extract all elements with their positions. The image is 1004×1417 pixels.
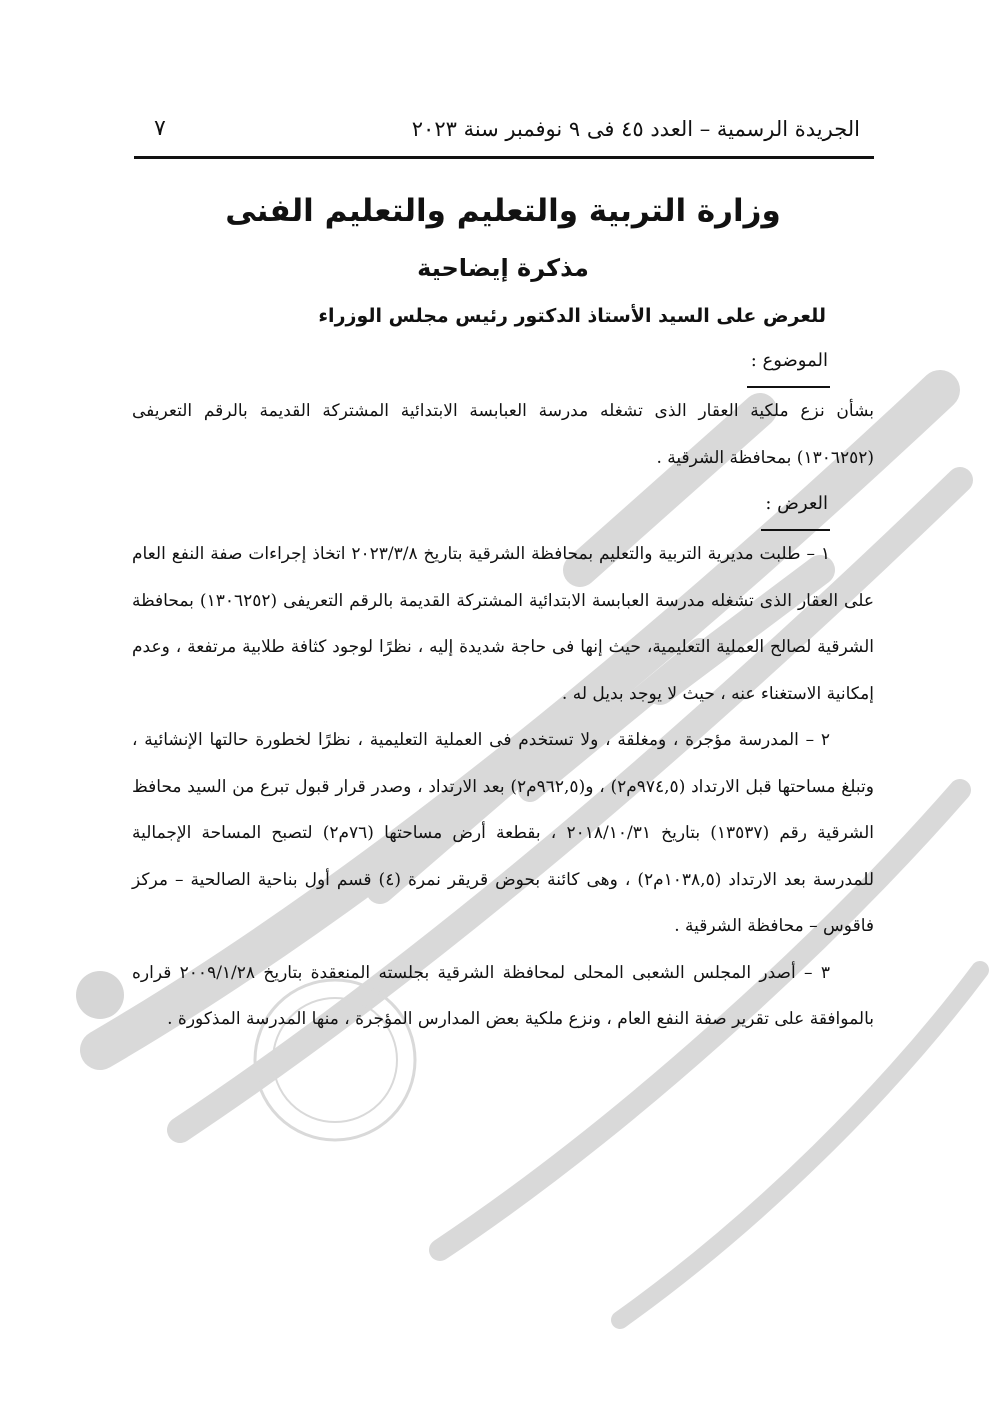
subject-heading-line xyxy=(132,338,874,388)
memo-title: مذكرة إيضاحية xyxy=(417,254,589,282)
subject-text: بشأن نزع ملكية العقار الذى تشغله مدرسة العبابسة الابتدائية المشتركة القديمة بالرقم التعريفى (١٣٠٦٢٥٢) بمحافظة الشرقية . xyxy=(132,401,874,468)
paragraph-3: ٣ – أصدر المجلس الشعبى المحلى لمحافظة الشرقية بجلسته المنعقدة بتاريخ ٢٠٠٩/١/٢٨ قراره بالموافقة على تقرير صفة النفع العام ، ونزع ملكية بعض المدارس المؤجرة ، منها المدرسة المذكورة . xyxy=(132,962,874,1029)
presentation-heading-line xyxy=(132,481,874,531)
page-header xyxy=(134,112,874,159)
document-body xyxy=(132,176,874,1043)
page-number: ٧ xyxy=(154,116,166,141)
addressee-line: للعرض على السيد الأستاذ الدكتور رئيس مجلس الوزراء xyxy=(318,305,826,327)
paragraph-1: ١ – طلبت مديرية التربية والتعليم بمحافظة الشرقية بتاريخ ٢٠٢٣/٣/٨ اتخاذ إجراءات صفة النفع العام على العقار الذى تشغله مدرسة العبابسة الابتدائية المشتركة القديمة بالرقم التعريفى (١٣٠٦٢٥٢) بمحافظة الشرقية لصالح العملية التعليمية، حيث إنها فى حاجة شديدة إليه ، نظرًا لوجود كثافة طلابية مرتفعة ، وعدم إمكانية الاستغناء عنه ، حيث لا يوجد بديل له . xyxy=(132,544,875,704)
presentation-label: العرض : xyxy=(761,481,830,531)
subject-label: الموضوع : xyxy=(747,338,830,388)
ministry-title: وزارة التربية والتعليم والتعليم الفنى xyxy=(225,193,781,229)
paragraph-2: ٢ – المدرسة مؤجرة ، ومغلقة ، ولا تستخدم فى العملية التعليمية ، نظرًا لخطورة حالتها الإنشائية ، وتبلغ مساحتها قبل الارتداد (٩٧٤,٥م٢) ، و(٩٦٢,٥م٢) بعد الارتداد ، وصدر قرار قبول تبرع من السيد محافظ الشرقية رقم (١٣٥٣٧) بتاريخ ٢٠١٨/١٠/٣١ ، بقطعة أرض مساحتها (٧٦م٢) لتصبح المساحة الإجمالية للمدرسة بعد الارتداد (١٠٣٨,٥م٢) ، وهى كائنة بحوض قريقر نمرة (٤) قسم أول بناحية الصالحية – مركز فاقوس – محافظة الشرقية . xyxy=(132,730,874,936)
running-title: الجريدة الرسمية – العدد ٤٥ فى ٩ نوفمبر سنة ٢٠٢٣ xyxy=(411,117,860,141)
